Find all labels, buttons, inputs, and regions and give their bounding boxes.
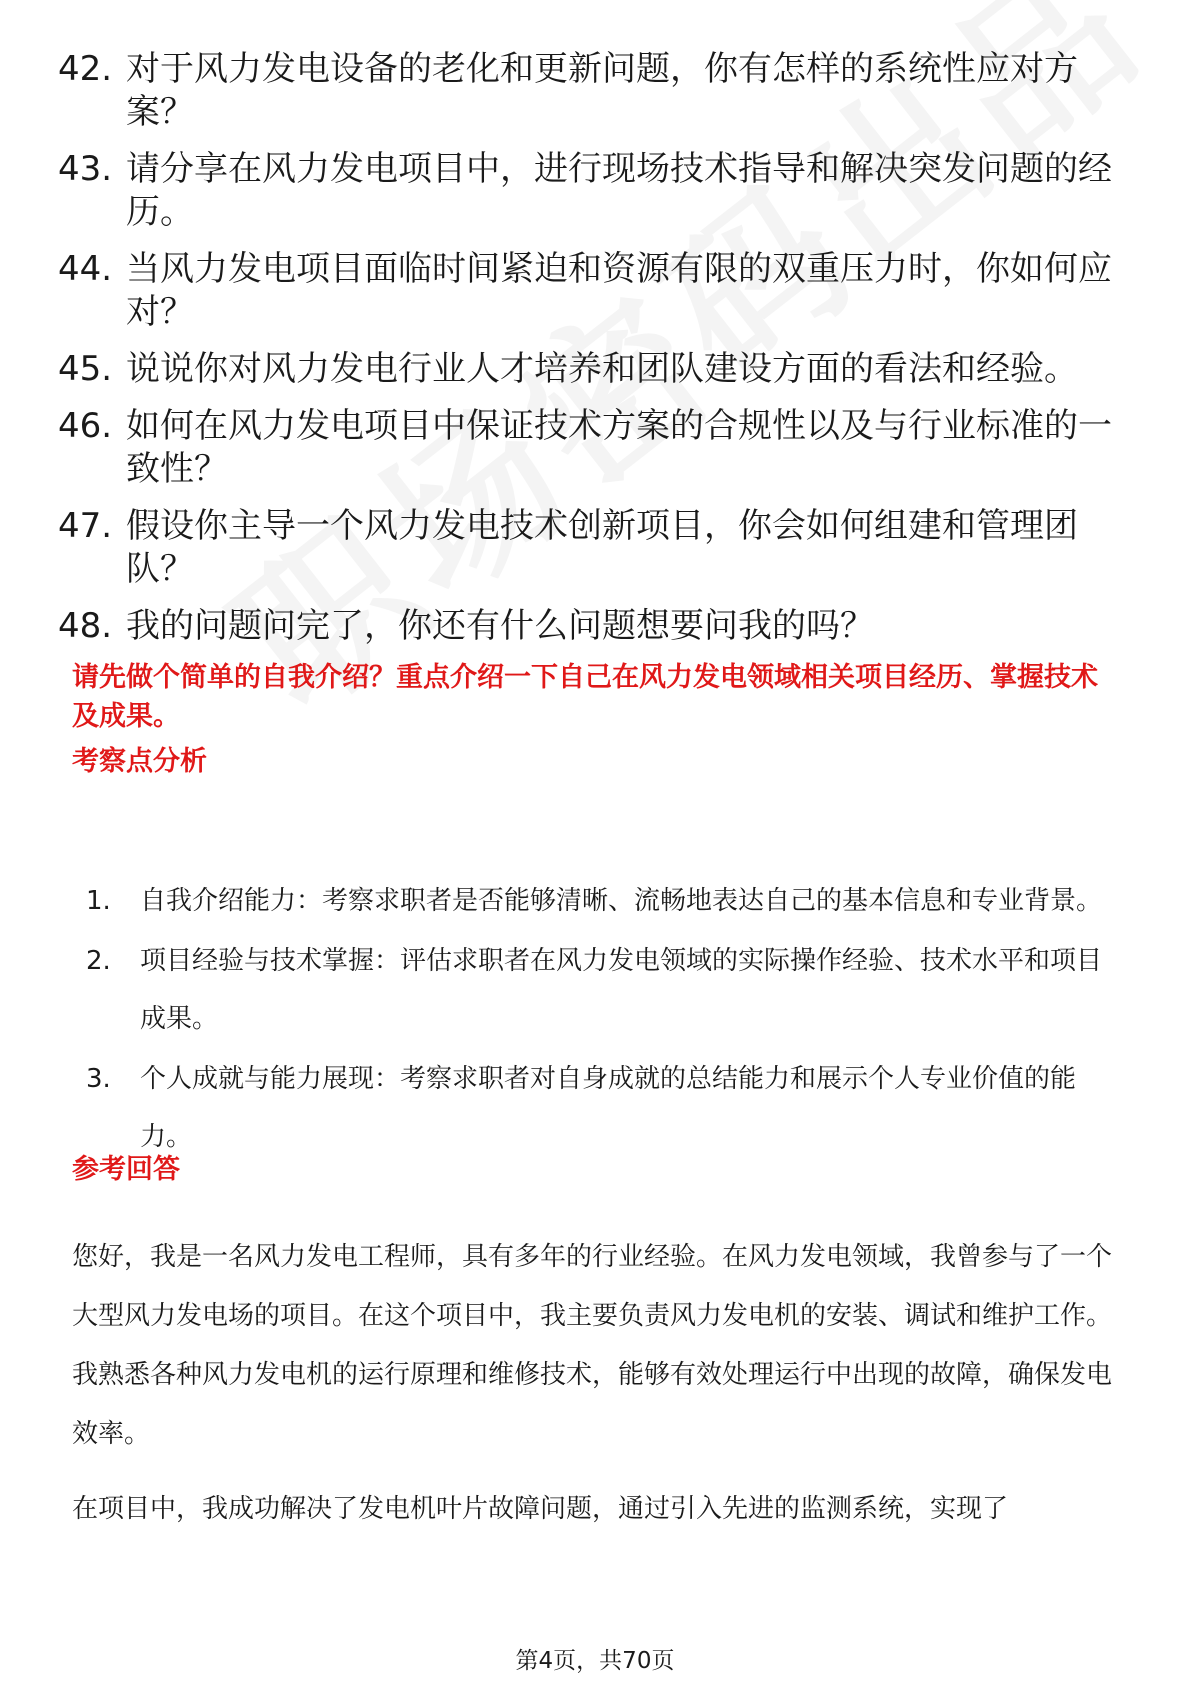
- point-text: 项目经验与技术掌握：评估求职者在风力发电领域的实际操作经验、技术水平和项目成果。: [140, 946, 1103, 1034]
- analysis-heading: 考察点分析: [72, 746, 207, 777]
- question-number: 48.: [58, 606, 113, 646]
- question-list: [58, 48, 1133, 662]
- question-text: 对于风力发电设备的老化和更新问题，你有怎样的系统性应对方案？: [126, 49, 1078, 132]
- question-text: 如何在风力发电项目中保证技术方案的合规性以及与行业标准的一致性？: [126, 406, 1112, 489]
- question-number: 43.: [58, 149, 113, 189]
- point-text: 个人成就与能力展现：考察求职者对自身成就的总结能力和展示个人专业价值的能力。: [140, 1064, 1077, 1152]
- answer-paragraph: 在项目中，我成功解决了发电机叶片故障问题，通过引入先进的监测系统，实现了: [72, 1494, 1009, 1524]
- answer-heading: 参考回答: [72, 1154, 180, 1185]
- question-number: 44.: [58, 249, 113, 289]
- point-text: 自我介绍能力：考察求职者是否能够清晰、流畅地表达自己的基本信息和专业背景。: [140, 886, 1103, 916]
- page-footer: 第4页，共70页: [515, 1648, 675, 1674]
- question-number: 46.: [58, 406, 113, 446]
- question-number: 47.: [58, 506, 113, 546]
- question-text: 假设你主导一个风力发电技术创新项目，你会如何组建和管理团队？: [126, 506, 1078, 589]
- question-number: 45.: [58, 349, 113, 389]
- question-text: 我的问题问完了，你还有什么问题想要问我的吗？: [126, 606, 874, 646]
- point-number: 2.: [86, 946, 111, 976]
- analysis-points: [72, 872, 1122, 1166]
- question-item: [58, 148, 1133, 234]
- main-question-heading: 请先做个简单的自我介绍？重点介绍一下自己在风力发电领域相关项目经历、掌握技术及成果。: [72, 662, 1098, 732]
- question-item: [58, 48, 1133, 134]
- analysis-point: [72, 1050, 1122, 1166]
- answer-paragraph: 您好，我是一名风力发电工程师，具有多年的行业经验。在风力发电领域，我曾参与了一个大型风力发电场的项目。在这个项目中，我主要负责风力发电机的安装、调试和维护工作。我熟悉各种风力发电机的运行原理和维修技术，能够有效处理运行中出现的故障，确保发电效率。: [72, 1242, 1113, 1449]
- question-item: [58, 505, 1133, 591]
- question-text: 当风力发电项目面临时间紧迫和资源有限的双重压力时，你如何应对？: [126, 249, 1112, 332]
- question-number: 42.: [58, 49, 113, 89]
- question-text: 请分享在风力发电项目中，进行现场技术指导和解决突发问题的经历。: [126, 149, 1112, 232]
- point-number: 3.: [86, 1064, 111, 1094]
- analysis-point: [72, 932, 1122, 1048]
- question-item: [58, 248, 1133, 334]
- analysis-point: [72, 872, 1122, 930]
- question-text: 说说你对风力发电行业人才培养和团队建设方面的看法和经验。: [126, 349, 1078, 389]
- question-item: [58, 605, 1133, 648]
- question-item: [58, 348, 1133, 391]
- point-number: 1.: [86, 886, 111, 916]
- question-item: [58, 405, 1133, 491]
